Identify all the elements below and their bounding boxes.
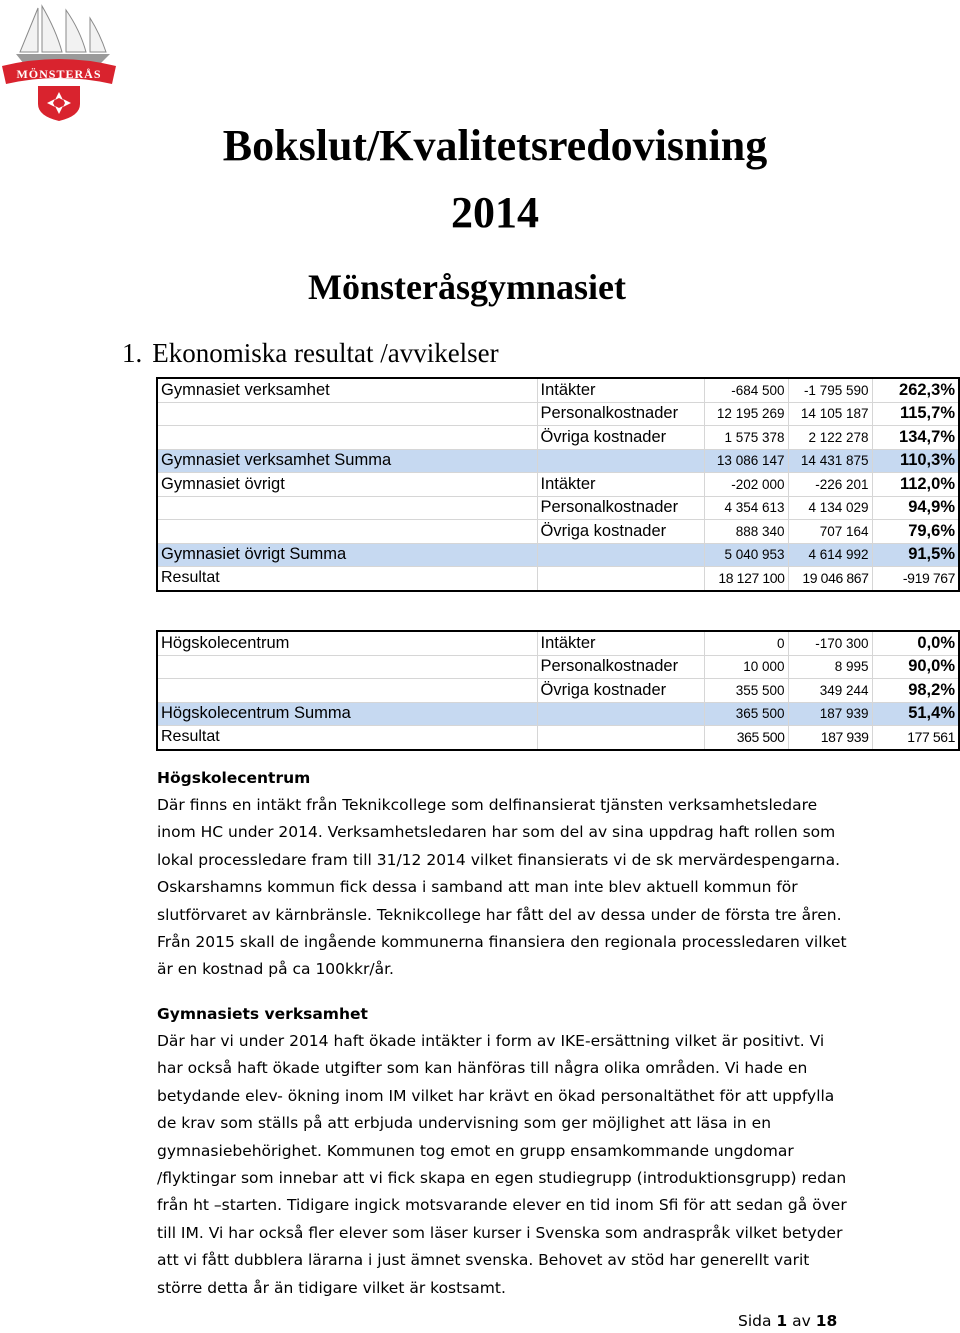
item-cell: Personalkostnader xyxy=(537,402,704,426)
budget-cell: 888 340 xyxy=(704,520,788,544)
item-cell: Övriga kostnader xyxy=(537,426,704,450)
table-row xyxy=(157,631,959,655)
table-row xyxy=(157,496,959,520)
table-row xyxy=(157,567,959,591)
budget-cell: 365 500 xyxy=(704,702,788,726)
budget-table-hogskolecentrum xyxy=(156,630,960,751)
unit-cell xyxy=(157,402,537,426)
unit-cell xyxy=(157,426,537,450)
budget-table-gymnasiet xyxy=(156,377,960,592)
gv-text: Där har vi under 2014 haft ökade intäkter i form av IKE-ersättning vilket är positivt. Vi har också haft ökade utgifter som kan hänföras till några olika områden. Vi hade en betydande elev- ökning inom IM vilket har krävt en ökad personaltäthet för att uppfylla de krav som ställs på att erbjuda undervisning som ger möjlighet att läsa in en gymnasiebehörighet. Kommunen tog emot en grupp ensamkommande ungdomar /flyktingar som innebar att vi fick skapa en egen studiegrupp (introduktionsgrupp) redan från ht –starten. Tidigare ingick motsvarande elever en tid inom Sfi för att sedan gå över till IM. Vi har också fler elever som läser kurser i Svenska som andraspråk vilket betyder att vi fått dubblera lärarna i just ämnet svenska. Behovet av stöd har generellt varit större detta år än tidigare vilket är kostsamt. xyxy=(157,1032,847,1297)
percent-cell: 110,3% xyxy=(872,449,959,473)
outcome-cell: 707 164 xyxy=(788,520,872,544)
item-cell xyxy=(537,543,704,567)
budget-cell: 18 127 100 xyxy=(704,567,788,591)
unit-cell: Högskolecentrum Summa xyxy=(157,702,537,726)
percent-cell: 79,6% xyxy=(872,520,959,544)
table-row xyxy=(157,702,959,726)
percent-cell: -919 767 xyxy=(872,567,959,591)
budget-cell: 13 086 147 xyxy=(704,449,788,473)
unit-cell: Resultat xyxy=(157,567,537,591)
percent-cell: 134,7% xyxy=(872,426,959,450)
budget-cell: 0 xyxy=(704,631,788,655)
table-row xyxy=(157,655,959,679)
outcome-cell: 19 046 867 xyxy=(788,567,872,591)
table-row xyxy=(157,402,959,426)
percent-cell: 90,0% xyxy=(872,655,959,679)
footer-sep: av xyxy=(792,1312,811,1330)
unit-cell: Resultat xyxy=(157,726,537,750)
table-row xyxy=(157,449,959,473)
budget-cell: 12 195 269 xyxy=(704,402,788,426)
section-heading xyxy=(122,338,499,369)
item-cell xyxy=(537,449,704,473)
item-cell xyxy=(537,702,704,726)
outcome-cell: 349 244 xyxy=(788,679,872,703)
item-cell xyxy=(537,567,704,591)
item-cell xyxy=(537,726,704,750)
outcome-cell: 14 431 875 xyxy=(788,449,872,473)
gv-heading: Gymnasiets verksamhet xyxy=(157,1005,368,1023)
municipality-logo xyxy=(0,0,118,122)
percent-cell: 115,7% xyxy=(872,402,959,426)
unit-cell xyxy=(157,655,537,679)
table-row xyxy=(157,679,959,703)
item-cell: Intäkter xyxy=(537,631,704,655)
percent-cell: 51,4% xyxy=(872,702,959,726)
outcome-cell: -1 795 590 xyxy=(788,378,872,402)
item-cell: Övriga kostnader xyxy=(537,679,704,703)
outcome-cell: 4 614 992 xyxy=(788,543,872,567)
unit-cell: Gymnasiet verksamhet xyxy=(157,378,537,402)
budget-cell: 5 040 953 xyxy=(704,543,788,567)
unit-cell: Gymnasiet övrigt Summa xyxy=(157,543,537,567)
outcome-cell: 187 939 xyxy=(788,702,872,726)
item-cell: Personalkostnader xyxy=(537,655,704,679)
percent-cell: 91,5% xyxy=(872,543,959,567)
page-footer xyxy=(738,1312,837,1330)
unit-cell: Gymnasiet övrigt xyxy=(157,473,537,497)
item-cell: Övriga kostnader xyxy=(537,520,704,544)
table-row xyxy=(157,726,959,750)
footer-prefix: Sida xyxy=(738,1312,772,1330)
outcome-cell: 4 134 029 xyxy=(788,496,872,520)
percent-cell: 112,0% xyxy=(872,473,959,497)
outcome-cell: 187 939 xyxy=(788,726,872,750)
unit-cell xyxy=(157,679,537,703)
budget-cell: 1 575 378 xyxy=(704,426,788,450)
hc-section xyxy=(157,767,847,984)
budget-cell: 365 500 xyxy=(704,726,788,750)
unit-cell: Gymnasiet verksamhet Summa xyxy=(157,449,537,473)
document-year: 2014 xyxy=(451,188,539,237)
section-title: Ekonomiska resultat /avvikelser xyxy=(152,338,499,368)
school-name: Mönsteråsgymnasiet xyxy=(308,267,626,307)
table-row xyxy=(157,543,959,567)
document-title: Bokslut/Kvalitetsredovisning xyxy=(222,121,768,170)
percent-cell: 98,2% xyxy=(872,679,959,703)
percent-cell: 0,0% xyxy=(872,631,959,655)
outcome-cell: 8 995 xyxy=(788,655,872,679)
logo-text: MÖNSTERÅS xyxy=(16,67,102,81)
item-cell: Intäkter xyxy=(537,473,704,497)
outcome-cell: -170 300 xyxy=(788,631,872,655)
unit-cell xyxy=(157,496,537,520)
table-row xyxy=(157,520,959,544)
outcome-cell: 2 122 278 xyxy=(788,426,872,450)
budget-cell: 4 354 613 xyxy=(704,496,788,520)
hc-text: Där finns en intäkt från Teknikcollege som delfinansierat tjänsten verksamhetsledare inom HC under 2014. Verksamhetsledaren har som del av sina uppdrag haft rollen som lokal processledare fram till 31/12 2014 vilket finansierats vi de sk mervärdespengarna. Oskarshamns kommun fick dessa i samband att man inte blev aktuell kommun för slutförvaret av kärnbränsle. Teknikcollege har fått del av dessa under de första tre åren. Från 2015 skall de ingående kommunerna finansiera den regionala processledaren vilket är en kostnad på ca 100kkr/år. xyxy=(157,796,847,979)
budget-cell: -684 500 xyxy=(704,378,788,402)
item-cell: Personalkostnader xyxy=(537,496,704,520)
budget-cell: 10 000 xyxy=(704,655,788,679)
table-row xyxy=(157,378,959,402)
footer-page: 1 xyxy=(776,1312,788,1330)
table-row xyxy=(157,473,959,497)
unit-cell xyxy=(157,520,537,544)
percent-cell: 94,9% xyxy=(872,496,959,520)
hc-heading: Högskolecentrum xyxy=(157,769,311,787)
percent-cell: 262,3% xyxy=(872,378,959,402)
footer-total: 18 xyxy=(815,1312,838,1330)
percent-cell: 177 561 xyxy=(872,726,959,750)
outcome-cell: 14 105 187 xyxy=(788,402,872,426)
outcome-cell: -226 201 xyxy=(788,473,872,497)
table-row xyxy=(157,426,959,450)
budget-cell: -202 000 xyxy=(704,473,788,497)
unit-cell: Högskolecentrum xyxy=(157,631,537,655)
section-number: 1. xyxy=(122,338,143,368)
gv-section xyxy=(157,1003,847,1302)
item-cell: Intäkter xyxy=(537,378,704,402)
budget-cell: 355 500 xyxy=(704,679,788,703)
